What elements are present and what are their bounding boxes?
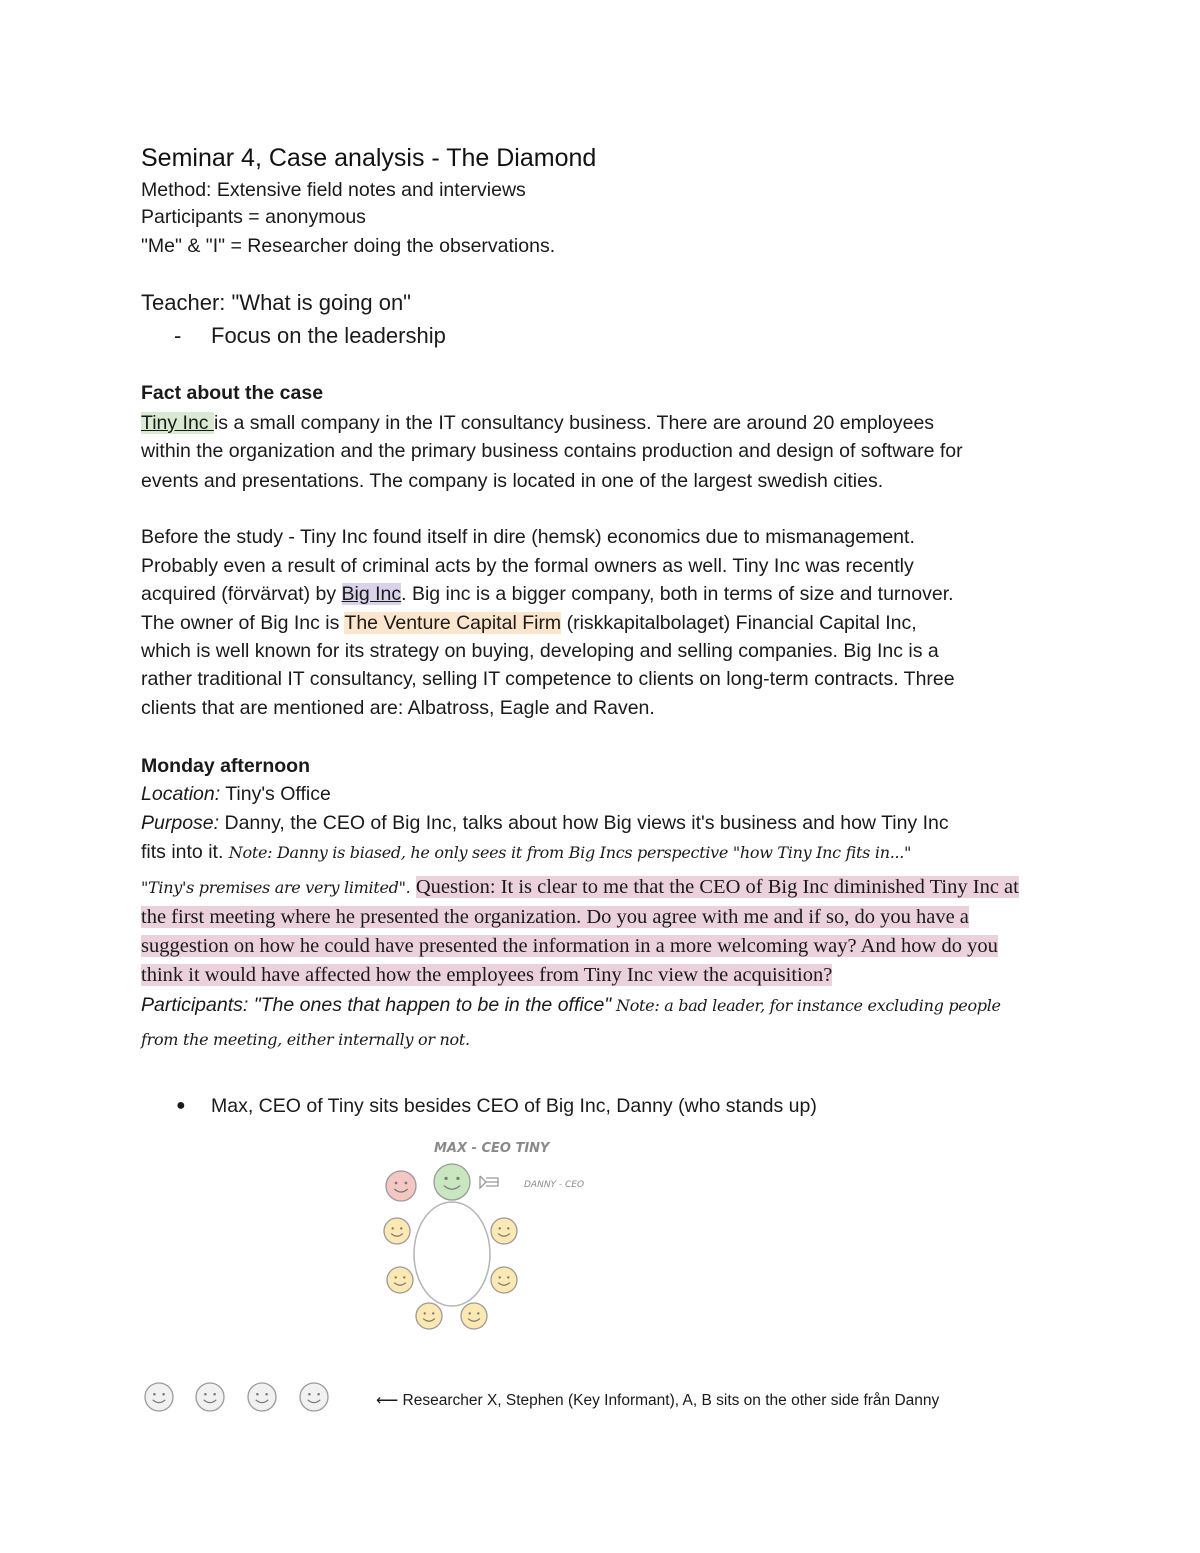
teacher-bullet-text: Focus on the leadership xyxy=(211,323,446,348)
smiley-gray-icon xyxy=(145,1383,173,1411)
facts-p2-line7: clients that are mentioned are: Albatross, Eagle and Raven. xyxy=(141,697,655,719)
facts-p2-line6: rather traditional IT consultancy, selling IT competence to clients on long-term contracts. Three xyxy=(141,668,955,690)
method-line: Method: Extensive field notes and interviews xyxy=(141,179,526,201)
text-run: . Big inc is a bigger company, both in terms of size and turnover. xyxy=(401,583,954,605)
big-inc-highlight: Big Inc xyxy=(341,583,402,605)
handwritten-note-2: "Tiny's premises are very limited". xyxy=(141,878,411,897)
smiley-yellow-icon xyxy=(387,1267,413,1293)
question-text: suggestion on how he could have presented the information in a more welcoming way? And how do you xyxy=(141,935,998,957)
smiley-gray-icon xyxy=(248,1383,276,1411)
facts-p1-line3: events and presentations. The company is located in one of the largest swedish cities. xyxy=(141,470,884,492)
question-line4 xyxy=(141,961,832,989)
smiley-gray-icon xyxy=(196,1383,224,1411)
note3-line2 xyxy=(141,1025,470,1054)
facts-p2-line2: Probably even a result of criminal acts by the formal owners as well. Tiny Inc was recently xyxy=(141,555,914,577)
purpose-value: Danny, the CEO of Big Inc, talks about how Big views it's business and how Tiny Inc xyxy=(219,812,949,834)
handwritten-note-3: Note: a bad leader, for instance excluding people xyxy=(611,996,1001,1015)
question-text: the first meeting where he presented the organization. Do you agree with me and if so, do you have a xyxy=(141,906,969,928)
smiley-yellow-icon xyxy=(491,1267,517,1293)
arrow-left-icon xyxy=(480,1176,498,1188)
venture-capital-highlight: The Venture Capital Firm xyxy=(344,612,562,634)
meeting-table xyxy=(414,1202,490,1306)
facts-p2-line4 xyxy=(141,609,917,637)
handwritten-note-3-cont: from the meeting, either internally or not. xyxy=(141,1030,470,1049)
question-line3 xyxy=(141,932,998,960)
tiny-inc-highlight: Tiny Inc xyxy=(141,412,214,434)
smiley-yellow-icon xyxy=(416,1303,442,1329)
participants-line: Participants = anonymous xyxy=(141,206,366,228)
smiley-green-icon xyxy=(434,1164,470,1200)
facts-p2-line1: Before the study - Tiny Inc found itself in dire (hemsk) economics due to mismanagement. xyxy=(141,526,915,548)
participants-text: Participants: "The ones that happen to be in the office" xyxy=(141,994,612,1016)
question-line2 xyxy=(141,903,969,931)
label-max: MAX - CEO TINY xyxy=(434,1141,550,1156)
question-text: Question: It is clear to me that the CEO of Big Inc diminished Tiny Inc at xyxy=(415,876,1019,898)
purpose-label: Purpose: xyxy=(141,812,220,834)
monday-heading: Monday afternoon xyxy=(141,755,310,777)
dash-bullet: - xyxy=(174,323,182,348)
faces-group xyxy=(145,1164,517,1411)
participants-observed-line xyxy=(141,991,1001,1020)
dot-bullet: ● xyxy=(176,1097,186,1114)
purpose-value2: fits into it. xyxy=(141,841,229,863)
smiley-yellow-icon xyxy=(461,1303,487,1329)
facts-p1-line2: within the organization and the primary business contains production and design of software for xyxy=(141,440,963,462)
facts-p1-line1 xyxy=(141,409,934,437)
facts-heading: Fact about the case xyxy=(141,382,324,404)
seating-text: Max, CEO of Tiny sits besides CEO of Big Inc, Danny (who stands up) xyxy=(211,1095,817,1117)
location-label: Location: xyxy=(141,783,221,805)
page-title: Seminar 4, Case analysis - The Diamond xyxy=(141,144,597,172)
purpose-line2 xyxy=(141,838,911,867)
facts-p2-line3 xyxy=(141,580,954,608)
location-line xyxy=(141,780,331,808)
question-line1 xyxy=(141,873,1019,902)
smiley-red-icon xyxy=(386,1171,416,1201)
handwritten-note-1: Note: Danny is biased, he only sees it from Big Incs perspective "how Tiny Inc fits in..." xyxy=(228,843,912,862)
smiley-yellow-icon xyxy=(491,1218,517,1244)
me-i-line: "Me" & "I" = Researcher doing the observations. xyxy=(141,235,556,257)
purpose-line xyxy=(141,809,949,837)
label-danny: DANNY - CEO xyxy=(524,1180,585,1190)
text-run: (riskkapitalbolaget) Financial Capital Inc, xyxy=(561,612,917,634)
smiley-gray-icon xyxy=(300,1383,328,1411)
researcher-arrow-note: ⟵ Researcher X, Stephen (Key Informant), A, B sits on the other side från Danny xyxy=(376,1392,940,1409)
teacher-line: Teacher: "What is going on" xyxy=(141,290,411,315)
facts-p2-line5: which is well known for its strategy on buying, developing and selling companies. Big Inc is a xyxy=(141,640,939,662)
question-text: think it would have affected how the employees from Tiny Inc view the acquisition? xyxy=(141,964,833,986)
location-value: Tiny's Office xyxy=(220,783,331,805)
text-run: acquired (förvärvat) by xyxy=(141,583,342,605)
text-run: is a small company in the IT consultancy business. There are around 20 employees xyxy=(213,412,935,434)
smiley-yellow-icon xyxy=(384,1218,410,1244)
text-run: The owner of Big Inc is xyxy=(141,612,345,634)
